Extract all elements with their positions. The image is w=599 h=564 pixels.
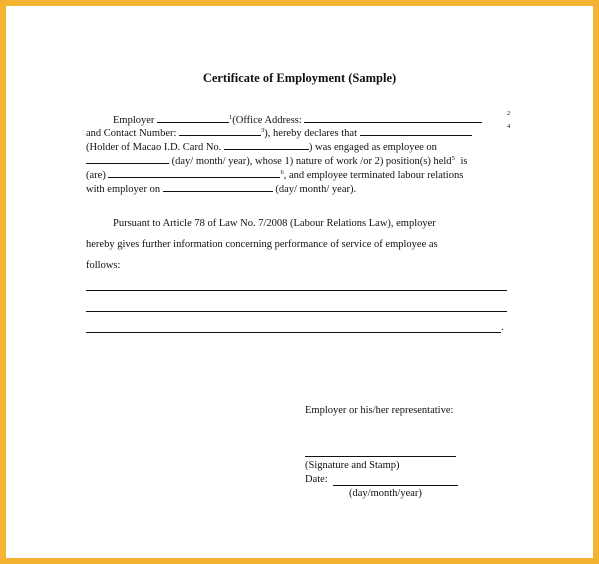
- answer-line-1[interactable]: [86, 290, 507, 291]
- employer-name-blank[interactable]: [157, 113, 229, 123]
- is-text: is: [460, 156, 468, 167]
- paragraph1-line5: [86, 168, 463, 183]
- footnote-1: 1: [229, 114, 233, 121]
- answer-line-3[interactable]: [86, 332, 501, 333]
- date-label: Date:: [305, 474, 328, 485]
- terminated-text: , and employee terminated labour relations: [283, 170, 464, 181]
- signature-label: (Signature and Stamp): [305, 460, 400, 471]
- footnote-2: 2: [507, 110, 511, 117]
- employer-label: Employer: [113, 115, 155, 126]
- answer-end-period: .: [501, 322, 504, 333]
- are-text: (are): [86, 170, 106, 181]
- date-line[interactable]: [333, 485, 458, 486]
- employee-name-blank[interactable]: [360, 126, 472, 136]
- paragraph2-line2: hereby gives further information concerning performance of service of employee as: [86, 239, 438, 250]
- id-card-label: (Holder of Macao I.D. Card No.: [86, 142, 222, 153]
- office-address-blank[interactable]: [304, 113, 482, 123]
- office-address-label: (Office Address:: [232, 115, 302, 126]
- paragraph2-line1: Pursuant to Article 78 of Law No. 7/2008 (Labour Relations Law), employer: [113, 218, 436, 229]
- paragraph2-line3: follows:: [86, 260, 121, 271]
- footnote-5: 5: [451, 155, 455, 162]
- contact-number-blank[interactable]: [179, 126, 261, 136]
- footnote-6: 6: [280, 169, 284, 176]
- footnote-3: 3: [261, 127, 265, 134]
- answer-line-2[interactable]: [86, 311, 507, 312]
- paragraph1-line2: [86, 126, 472, 141]
- declares-text: ), hereby declares that: [264, 128, 357, 139]
- paragraph1-line6: [86, 182, 356, 197]
- end-date-format: (day/ month/ year).: [275, 184, 357, 195]
- paragraph1-line3: [86, 140, 437, 155]
- id-card-blank[interactable]: [224, 140, 309, 150]
- footnote-4: 4: [507, 123, 511, 130]
- with-employer-text: with employer on: [86, 184, 161, 195]
- start-date-blank[interactable]: [86, 154, 169, 164]
- position-blank[interactable]: [108, 168, 280, 178]
- representative-label: Employer or his/her representative:: [305, 405, 454, 416]
- contact-number-label: and Contact Number:: [86, 128, 177, 139]
- document-title: Certificate of Employment (Sample): [202, 71, 397, 85]
- position-text: (day/ month/ year), whose 1) nature of work /or 2) position(s) held: [171, 156, 452, 167]
- engaged-text: ) was engaged as employee on: [308, 142, 437, 153]
- signature-line[interactable]: [305, 456, 456, 457]
- paragraph1-line4: [86, 154, 467, 169]
- end-date-blank[interactable]: [163, 182, 273, 192]
- date-format-label: (day/month/year): [349, 488, 422, 499]
